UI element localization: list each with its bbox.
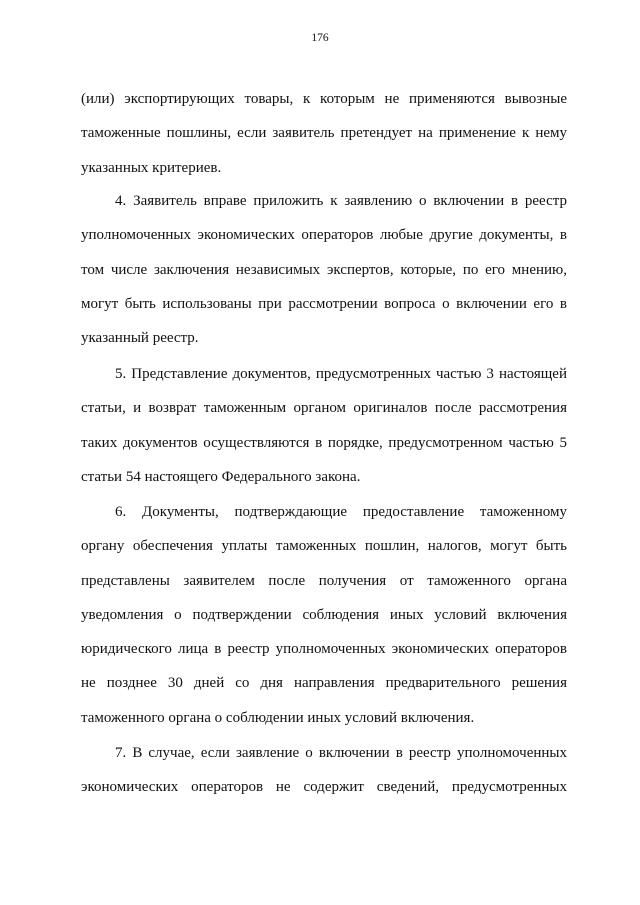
text-line: (или) экспортирующих товары, к которым не применяются вывозные [81, 91, 567, 107]
text-line: уведомления о подтверждении соблюдения иных условий включения [81, 606, 567, 623]
paragraph-item-5 [81, 357, 567, 494]
paragraph-item-7 [81, 736, 567, 805]
text-line: указанный реестр. [81, 330, 199, 347]
text-line: указанных критериев. [81, 159, 222, 176]
text-line: 7. В случае, если заявление о включении в реестр уполномоченных [115, 745, 567, 761]
text-line: таможенные пошлины, если заявитель претендует на применение к нему [81, 125, 567, 142]
paragraph-item-6 [81, 495, 567, 735]
text-line: статьи 54 настоящего Федерального закона. [81, 468, 361, 485]
text-line: статьи, и возврат таможенным органом оригиналов после рассмотрения [81, 400, 567, 417]
text-line: не позднее 30 дней со дня направления предварительного решения [81, 675, 567, 692]
text-line: органу обеспечения уплаты таможенных пошлин, налогов, могут быть [81, 538, 567, 555]
text-line: том числе заключения независимых экспертов, которые, по его мнению, [81, 261, 567, 278]
page-number: 176 [311, 32, 329, 44]
text-line: 6. Документы, подтверждающие предоставление таможенному [115, 504, 567, 520]
text-line: представлены заявителем после получения от таможенного органа [81, 572, 567, 589]
text-line: таких документов осуществляются в порядке, предусмотренном частью 5 [81, 434, 567, 451]
text-line: уполномоченных экономических операторов любые другие документы, в [81, 227, 567, 244]
paragraph-continuation [81, 82, 567, 185]
text-line: 5. Представление документов, предусмотренных частью 3 настоящей [115, 366, 567, 382]
text-line: экономических операторов не содержит сведений, предусмотренных [81, 779, 567, 796]
paragraph-item-4 [81, 184, 567, 355]
text-line: 4. Заявитель вправе приложить к заявлению о включении в реестр [115, 193, 567, 209]
text-line: таможенного органа о соблюдении иных условий включения. [81, 709, 475, 726]
text-line: юридического лица в реестр уполномоченных экономических операторов [81, 641, 567, 658]
text-line: могут быть использованы при рассмотрении вопроса о включении его в [81, 295, 567, 312]
